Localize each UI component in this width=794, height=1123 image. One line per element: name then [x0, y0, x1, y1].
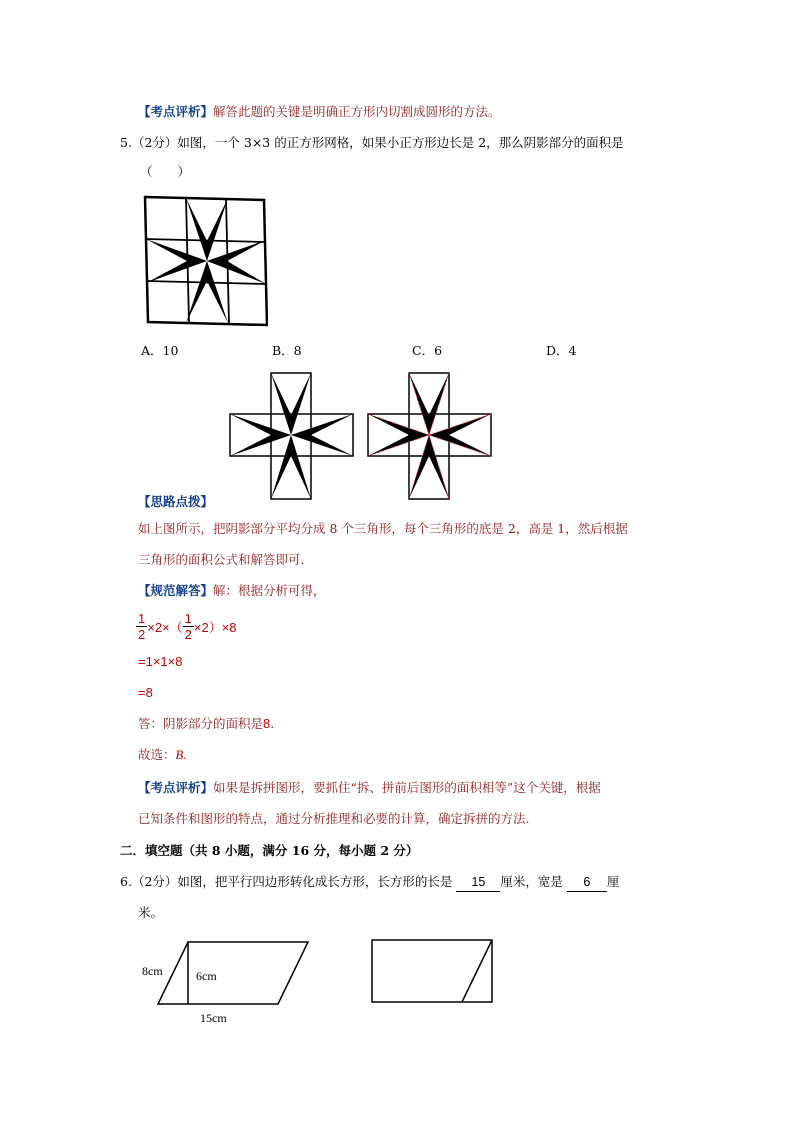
q5-blank: （ ）: [140, 164, 191, 179]
label-side: 8cm: [142, 964, 163, 978]
label-height: 6cm: [196, 969, 217, 983]
expr-part-a: ×2×（: [147, 619, 183, 635]
kaodian-line-1: [138, 103, 501, 121]
q6-score: （2分）: [131, 874, 178, 889]
section-2-title: 二．填空题（共 8 小题，满分 16 分，每小题 2 分）: [120, 843, 419, 858]
q5-number: 5.: [120, 135, 132, 150]
expr-part-b: ×2）×8: [193, 619, 237, 635]
silu-line-1: 如上图所示，把阴影部分平均分成 8 个三角形，每个三角形的底是 2，高是 1，然后根据: [138, 521, 628, 536]
q6-stem-line-2: 米。: [138, 905, 164, 920]
q5-option-d[interactable]: D．4: [546, 343, 577, 358]
guifan-tag: 【规范解答】: [138, 583, 214, 598]
kaodian-text: 解答此题的关键是明确正方形内切割成圆形的方法。: [213, 104, 501, 119]
q6-number: 6.: [120, 874, 132, 889]
silu-tag: 【思路点拨】: [138, 494, 214, 509]
answer-value: 8: [263, 716, 271, 731]
q6-stem-a: 如图，把平行四边形转化成长方形，长方形的长是: [177, 874, 453, 889]
kaodian2-line-2: 已知条件和图形的特点，通过分析推理和必要的计算，确定拆拼的方法.: [138, 811, 530, 826]
dividing-dashes: [368, 373, 491, 499]
kaodian2-line-1: [138, 779, 601, 797]
rectangle: [372, 940, 492, 1002]
solution-figure-2: [366, 370, 494, 502]
equation-step-2: =1×1×8: [138, 654, 183, 669]
kaodian2-tag: 【考点评析】: [138, 780, 214, 795]
q5-option-a[interactable]: A．10: [141, 343, 179, 358]
choice-prefix: 故选：: [138, 747, 176, 762]
parallelogram: [158, 942, 308, 1004]
q6-stem-b: 厘米，宽是: [500, 874, 563, 889]
guifan-intro: 解：根据分析可得，: [213, 583, 326, 598]
q5-score: （2分）: [131, 135, 178, 150]
kaodian-tag: 【考点评析】: [138, 104, 214, 119]
cut-line: [462, 940, 492, 1002]
kaodian2-text-1: 如果是拆拼图形，要抓住“拆、拼前后图形的面积相等”这个关键，根据: [213, 780, 601, 795]
star-shape: [146, 198, 266, 323]
q5-star-figure: [143, 195, 268, 327]
q6-parallelogram-figure: [138, 938, 313, 1028]
choice-line: [138, 746, 186, 764]
q6-width-blank[interactable]: 6: [567, 873, 607, 892]
q6-stem-c: 厘: [606, 874, 620, 889]
answer-line: [138, 715, 274, 733]
answer-prefix: 答：阴影部分的面积是: [138, 716, 264, 731]
guifan-line: [138, 582, 326, 600]
fraction-half-1: $\frac{1}{2}$: [138, 610, 146, 642]
solution-figure-1: [228, 370, 356, 502]
q6-rectangle-figure: [370, 938, 495, 1008]
answer-suffix: .: [270, 716, 275, 731]
label-base: 15cm: [200, 1011, 227, 1025]
equation-step-3: =8: [138, 685, 153, 700]
silu-line-2: 三角形的面积公式和解答即可.: [138, 552, 305, 567]
q5-stem-text: 如图，一个 3×3 的正方形网格，如果小正方形边长是 2，那么阴影部分的面积是: [177, 135, 624, 150]
equation-step-1: [136, 608, 237, 644]
q5-stem: [120, 134, 624, 152]
q5-option-c[interactable]: C．6: [412, 343, 443, 358]
q5-option-b[interactable]: B．8: [272, 343, 302, 358]
choice-value: B.: [175, 748, 187, 762]
q6-stem: [120, 873, 619, 892]
q6-length-blank[interactable]: 15: [456, 873, 500, 892]
fraction-half-2: $\frac{1}{2}$: [184, 610, 192, 642]
